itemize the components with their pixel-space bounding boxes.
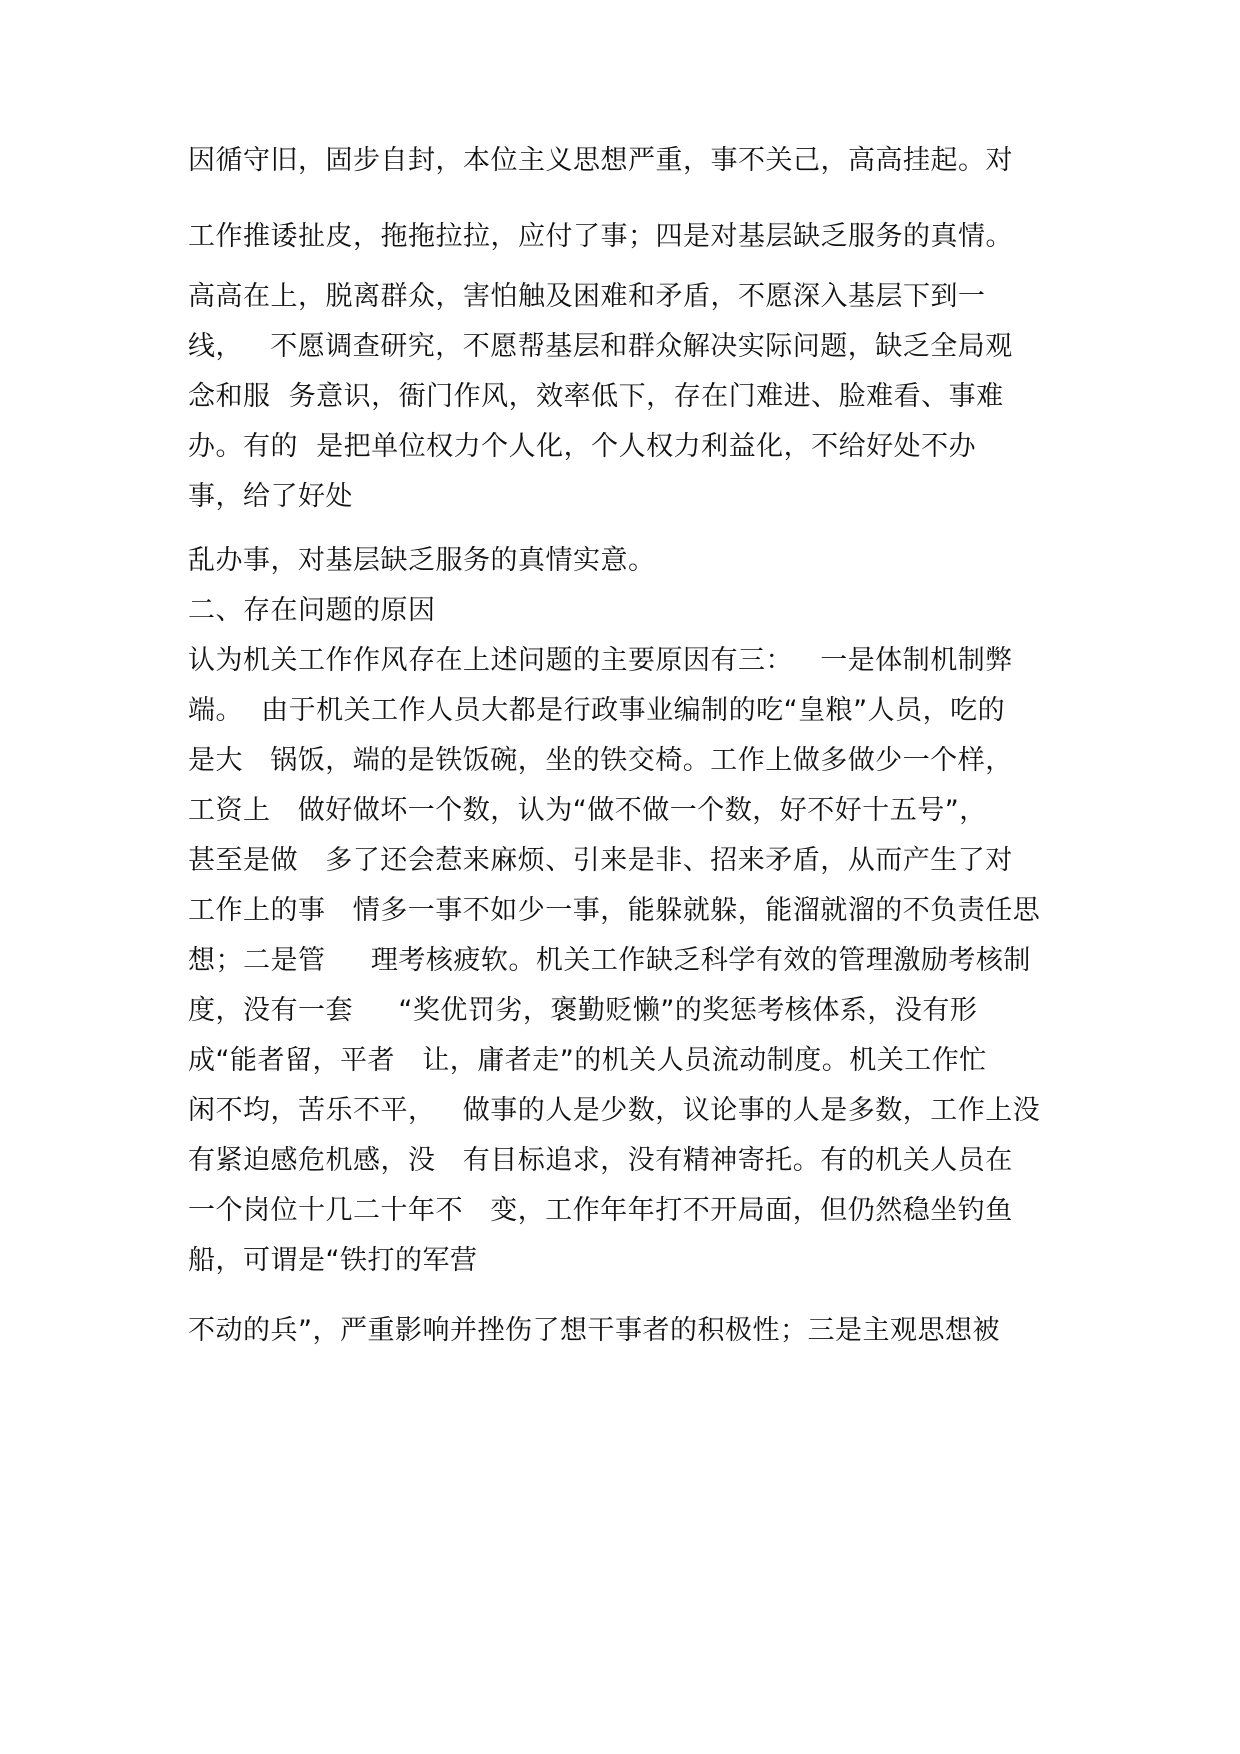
text-line-1: 因循守旧，固步自封，本位主义思想严重，事不关己，高高挂起。对 <box>188 145 1013 176</box>
text-line-4: 线， 不愿调查研究，不愿帮基层和群众解决实际问题，缺乏全局观 <box>188 331 1013 362</box>
text-line-20: 有紧迫感危机感，没 有目标追求，没有精神寄托。有的机关人员在 <box>188 1145 1013 1176</box>
text-line-13: 工资上 做好做坏一个数，认为“做不做一个数，好不好十五号”， <box>188 795 987 826</box>
text-line-5: 念和服 务意识，衙门作风，效率低下，存在门难进、脸难看、事难 <box>188 381 1004 412</box>
text-line-17: 度，没有一套 “奖优罚劣，褒勤贬懒”的奖惩考核体系，没有形 <box>188 995 978 1026</box>
section-heading: 二、存在问题的原因 <box>188 595 436 626</box>
text-line-2: 工作推诿扯皮，拖拖拉拉，应付了事；四是对基层缺乏服务的真情。 <box>188 221 1013 252</box>
text-line-21: 一个岗位十几二十年不 变，工作年年打不开局面，但仍然稳坐钓鱼 <box>188 1195 1013 1226</box>
text-line-11: 端。 由于机关工作人员大都是行政事业编制的吃“皇粮”人员，吃的 <box>188 695 1006 726</box>
text-line-10: 认为机关工作作风存在上述问题的主要原因有三： 一是体制机制弊 <box>188 645 1013 676</box>
text-line-6: 办。有的 是把单位权力个人化，个人权力利益化，不给好处不办 <box>188 431 977 462</box>
text-line-16: 想；二是管 理考核疲软。机关工作缺乏科学有效的管理激励考核制 <box>188 945 1031 976</box>
text-line-12: 是大 锅饭，端的是铁饭碗，坐的铁交椅。工作上做多做少一个样， <box>188 745 1013 776</box>
text-line-19: 闲不均，苦乐不平， 做事的人是少数，议论事的人是多数，工作上没 <box>188 1095 1041 1126</box>
text-line-8: 乱办事，对基层缺乏服务的真情实意。 <box>188 545 656 576</box>
text-line-22: 船，可谓是“铁打的军营 <box>188 1245 478 1276</box>
text-line-23: 不动的兵”，严重影响并挫伤了想干事者的积极性；三是主观思想被 <box>188 1315 1000 1346</box>
text-line-3: 高高在上，脱离群众，害怕触及困难和矛盾，不愿深入基层下到一 <box>188 281 986 312</box>
text-line-18: 成“能者留，平者 让，庸者走”的机关人员流动制度。机关工作忙 <box>188 1045 987 1076</box>
text-line-14: 甚至是做 多了还会惹来麻烦、引来是非、招来矛盾，从而产生了对 <box>188 845 1013 876</box>
text-line-7: 事，给了好处 <box>188 481 353 512</box>
text-line-15: 工作上的事 情多一事不如少一事，能躲就躲，能溜就溜的不负责任思 <box>188 895 1041 926</box>
